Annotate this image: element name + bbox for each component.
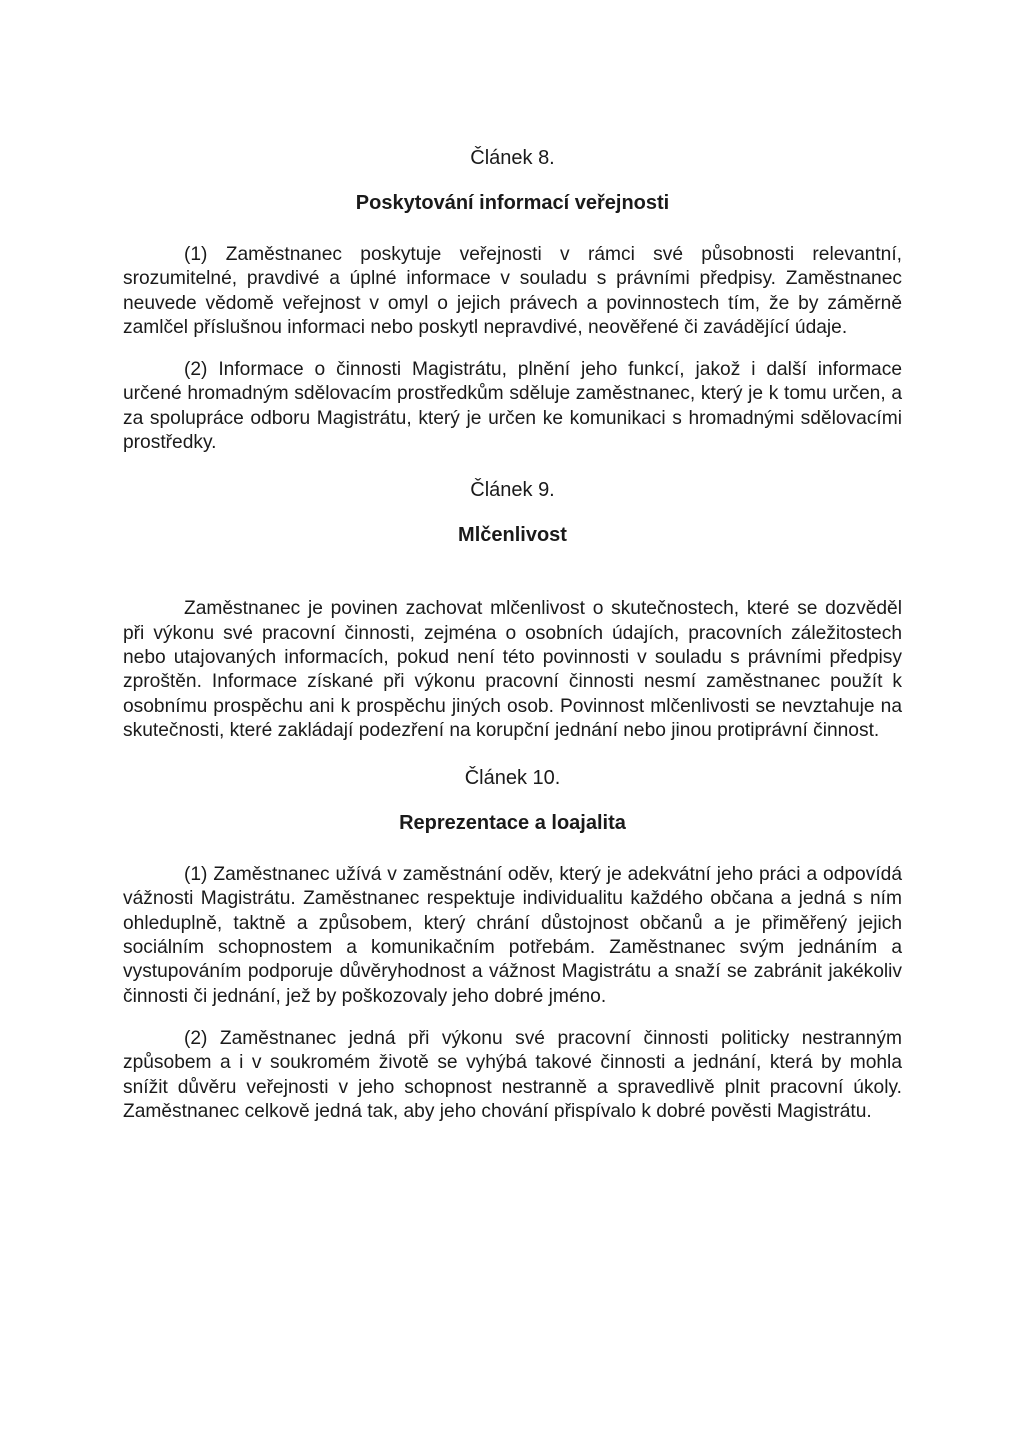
paragraph: (2) Informace o činnosti Magistrátu, plnění jeho funkcí, jakož i další informace určené hromadným sdělovacím prostředkům sděluje zaměstnanec, který je k tomu určen, a za spolupráce odboru Magistrátu, který je určen ke komunikaci s hromadnými sdělovacími prostředky. <box>123 359 902 454</box>
article-8 <box>123 143 902 455</box>
paragraph: (1) Zaměstnanec poskytuje veřejnosti v rámci své působnosti relevantní, srozumitelné, pravdivé a úplné informace v souladu s právními předpisy. Zaměstnanec neuvede vědomě veřejnost v omyl o jejich právech a povinnostech tím, že by záměrně zamlčel příslušnou informaci nebo poskytl nepravdivé, neověřené či zavádějící údaje. <box>123 244 902 338</box>
paragraph: Zaměstnanec je povinen zachovat mlčenlivost o skutečnostech, které se dozvěděl při výkonu své pracovní činnosti, zejména o osobních údajích, pracovních záležitostech nebo utajovaných informacích, pokud není této povinnosti v souladu s právními předpisy zproštěn. Informace získané při výkonu pracovní činnosti nesmí zaměstnanec použít k osobnímu prospěchu ani k prospěchu jiných osob. Povinnost mlčenlivosti se nevztahuje na skutečnosti, které zakládají podezření na korupční jednání nebo jinou protiprávní činnost. <box>123 598 902 741</box>
paragraph: (2) Zaměstnanec jedná při výkonu své pracovní činnosti politicky nestranným způsobem a i v soukromém životě se vyhýbá takové činnosti a jednání, která by mohla snížit důvěru veřejnosti v jeho schopnost nestranně a spravedlivě plnit pracovní úkoly. Zaměstnanec celkově jedná tak, aby jeho chování přispívalo k dobré pověsti Magistrátu. <box>123 1027 902 1122</box>
document-page <box>123 143 902 1124</box>
paragraph: (1) Zaměstnanec užívá v zaměstnání oděv, který je adekvátní jeho práci a odpovídá vážnosti Magistrátu. Zaměstnanec respektuje individualitu každého občana a jedná s ním ohleduplně, taktně a způsobem, který chrání důstojnost občanů a je přiměřený jejich sociálním schopnostem a komunikačním potřebám. Zaměstnanec svým jednáním a vystupováním podporuje důvěryhodnost a vážnost Magistrátu a snaží se zabránit jakékoliv činnosti či jednání, jež by poškozovaly jeho dobré jméno. <box>123 864 902 1007</box>
article-10 <box>123 763 902 1124</box>
article-heading: Článek 10. <box>464 767 561 790</box>
article-9 <box>123 475 902 743</box>
article-title: Poskytování informací veřejnosti <box>355 192 670 214</box>
article-title: Reprezentace a loajalita <box>399 812 626 835</box>
article-title: Mlčenlivost <box>458 524 567 547</box>
article-heading: Článek 8. <box>470 147 555 169</box>
article-heading: Článek 9. <box>470 479 555 502</box>
